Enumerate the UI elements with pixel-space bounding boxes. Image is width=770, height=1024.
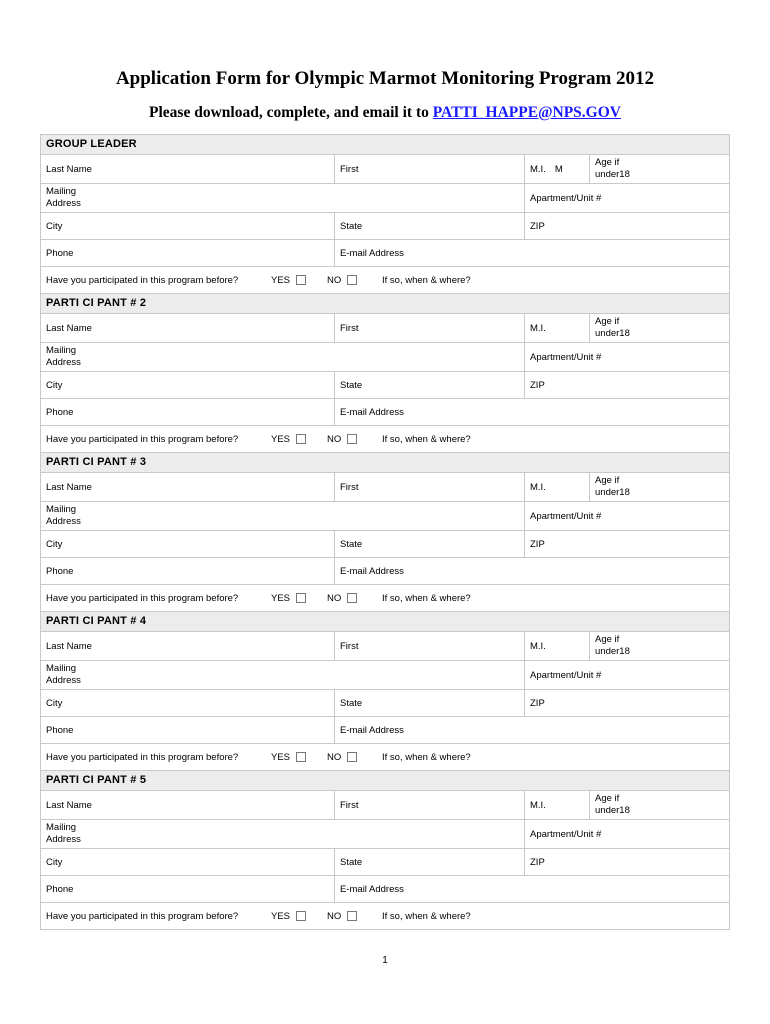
yes-option <box>266 903 321 929</box>
city-row <box>41 849 729 876</box>
no-checkbox[interactable] <box>347 911 357 921</box>
email-label: E-mail Address <box>340 247 404 259</box>
mailing-row <box>41 184 729 213</box>
middle-initial-field[interactable] <box>524 791 589 819</box>
mailing-row <box>41 502 729 531</box>
participated-row <box>41 903 729 929</box>
state-label: State <box>340 379 363 391</box>
yes-checkbox[interactable] <box>296 593 306 603</box>
state-field[interactable] <box>334 690 524 716</box>
section-heading: PARTI CI PANT # 4 <box>41 612 729 632</box>
participated-row <box>41 267 729 294</box>
no-option <box>322 426 377 452</box>
state-field[interactable] <box>334 372 524 398</box>
apartment-field[interactable] <box>524 661 729 689</box>
city-row <box>41 213 729 240</box>
city-label: City <box>46 697 63 709</box>
participated-question <box>41 267 266 293</box>
middle-initial-field[interactable] <box>524 155 589 183</box>
mailing-label-line2: Address <box>46 675 81 686</box>
age-label-line1: Age if <box>595 793 620 804</box>
phone-row <box>41 240 729 267</box>
last-name-field[interactable] <box>41 632 334 660</box>
page-number: 1 <box>382 955 388 966</box>
mailing-label-line1: Mailing <box>46 504 77 515</box>
mailing-label-line1: Mailing <box>46 345 77 356</box>
mailing-label-line2: Address <box>46 357 81 368</box>
when-where-label: If so, when & where? <box>382 751 471 763</box>
yes-label: YES <box>271 592 291 604</box>
participated-question <box>41 585 266 611</box>
participated-label: Have you participated in this program before? <box>46 910 239 922</box>
email-field[interactable] <box>334 240 729 266</box>
mi-label: M.I. <box>530 799 546 811</box>
email-field[interactable] <box>334 717 729 743</box>
subtitle-text: Please download, complete, and email it to <box>149 104 433 121</box>
city-row <box>41 690 729 717</box>
no-checkbox[interactable] <box>347 593 357 603</box>
state-label: State <box>340 538 363 550</box>
first-name-field[interactable] <box>334 632 524 660</box>
phone-label: Phone <box>46 724 74 736</box>
age-label-line2: under18 <box>595 328 630 339</box>
city-field[interactable] <box>41 372 334 398</box>
no-option <box>322 903 377 929</box>
apartment-field[interactable] <box>524 820 729 848</box>
mi-value: M <box>554 163 563 175</box>
name-row <box>41 155 729 184</box>
zip-field[interactable] <box>524 372 729 398</box>
city-field[interactable] <box>41 849 334 875</box>
first-name-label: First <box>340 640 359 652</box>
state-label: State <box>340 697 363 709</box>
no-checkbox[interactable] <box>347 434 357 444</box>
mi-label: M.I. <box>530 481 546 493</box>
yes-checkbox[interactable] <box>296 752 306 762</box>
mailing-label-line1: Mailing <box>46 663 77 674</box>
yes-label: YES <box>271 910 291 922</box>
middle-initial-field[interactable] <box>524 473 589 501</box>
section-heading: PARTI CI PANT # 3 <box>41 453 729 473</box>
no-checkbox[interactable] <box>347 275 357 285</box>
email-field[interactable] <box>334 558 729 584</box>
name-row <box>41 791 729 820</box>
yes-option <box>266 585 321 611</box>
zip-label: ZIP <box>530 220 545 232</box>
yes-label: YES <box>271 433 291 445</box>
email-label: E-mail Address <box>340 883 404 895</box>
first-name-field[interactable] <box>334 155 524 183</box>
email-field[interactable] <box>334 399 729 425</box>
phone-label: Phone <box>46 406 74 418</box>
zip-field[interactable] <box>524 690 729 716</box>
city-label: City <box>46 538 63 550</box>
last-name-label: Last Name <box>46 163 92 175</box>
mi-label: M.I. <box>530 640 546 652</box>
when-where-label: If so, when & where? <box>382 433 471 445</box>
mailing-row <box>41 661 729 690</box>
name-row <box>41 473 729 502</box>
form-title: Application Form for Olympic Marmot Monitoring Program 2012 <box>115 68 655 89</box>
mi-label: M.I. <box>530 163 546 175</box>
zip-label: ZIP <box>530 379 545 391</box>
mi-label: M.I. <box>530 322 546 334</box>
phone-field[interactable] <box>41 399 334 425</box>
mailing-address-field[interactable] <box>41 502 524 530</box>
zip-label: ZIP <box>530 697 545 709</box>
age-label-line1: Age if <box>595 316 620 327</box>
phone-label: Phone <box>46 883 74 895</box>
no-label: NO <box>327 751 342 763</box>
apartment-label: Apartment/Unit # <box>530 510 602 522</box>
mailing-label-line2: Address <box>46 834 81 845</box>
phone-field[interactable] <box>41 240 334 266</box>
age-field[interactable] <box>589 155 729 183</box>
last-name-label: Last Name <box>46 799 92 811</box>
age-field[interactable] <box>589 473 729 501</box>
participated-label: Have you participated in this program before? <box>46 592 239 604</box>
city-row <box>41 372 729 399</box>
age-label-line2: under18 <box>595 487 630 498</box>
last-name-field[interactable] <box>41 473 334 501</box>
phone-row <box>41 399 729 426</box>
when-where-field[interactable] <box>377 744 729 770</box>
mailing-label-line1: Mailing <box>46 186 77 197</box>
name-row <box>41 632 729 661</box>
city-label: City <box>46 379 63 391</box>
when-where-field[interactable] <box>377 426 729 452</box>
apartment-field[interactable] <box>524 343 729 371</box>
age-label-line1: Age if <box>595 634 620 645</box>
no-label: NO <box>327 433 342 445</box>
age-label-line2: under18 <box>595 805 630 816</box>
mailing-label-line2: Address <box>46 516 81 527</box>
when-where-field[interactable] <box>377 903 729 929</box>
email-label: E-mail Address <box>340 406 404 418</box>
no-checkbox[interactable] <box>347 752 357 762</box>
age-field[interactable] <box>589 632 729 660</box>
participated-row <box>41 426 729 453</box>
phone-row <box>41 876 729 903</box>
state-label: State <box>340 220 363 232</box>
mailing-address-field[interactable] <box>41 343 524 371</box>
phone-row <box>41 717 729 744</box>
state-field[interactable] <box>334 213 524 239</box>
participated-question <box>41 744 266 770</box>
first-name-label: First <box>340 799 359 811</box>
city-label: City <box>46 856 63 868</box>
yes-option <box>266 426 321 452</box>
middle-initial-field[interactable] <box>524 314 589 342</box>
age-label-line2: under18 <box>595 646 630 657</box>
last-name-field[interactable] <box>41 314 334 342</box>
phone-row <box>41 558 729 585</box>
phone-field[interactable] <box>41 717 334 743</box>
apartment-label: Apartment/Unit # <box>530 351 602 363</box>
first-name-field[interactable] <box>334 473 524 501</box>
no-option <box>322 267 377 293</box>
when-where-field[interactable] <box>377 267 729 293</box>
first-name-field[interactable] <box>334 791 524 819</box>
zip-field[interactable] <box>524 849 729 875</box>
mailing-address-field[interactable] <box>41 661 524 689</box>
no-label: NO <box>327 592 342 604</box>
state-field[interactable] <box>334 531 524 557</box>
name-row <box>41 314 729 343</box>
no-option <box>322 744 377 770</box>
yes-checkbox[interactable] <box>296 434 306 444</box>
city-row <box>41 531 729 558</box>
phone-label: Phone <box>46 247 74 259</box>
yes-option <box>266 744 321 770</box>
no-label: NO <box>327 910 342 922</box>
when-where-label: If so, when & where? <box>382 910 471 922</box>
when-where-label: If so, when & where? <box>382 592 471 604</box>
section-heading: GROUP LEADER <box>41 135 729 155</box>
mailing-address-field[interactable] <box>41 820 524 848</box>
when-where-field[interactable] <box>377 585 729 611</box>
first-name-label: First <box>340 163 359 175</box>
last-name-label: Last Name <box>46 322 92 334</box>
yes-checkbox[interactable] <box>296 275 306 285</box>
apartment-label: Apartment/Unit # <box>530 192 602 204</box>
first-name-label: First <box>340 481 359 493</box>
email-label: E-mail Address <box>340 724 404 736</box>
apartment-label: Apartment/Unit # <box>530 669 602 681</box>
zip-label: ZIP <box>530 856 545 868</box>
zip-field[interactable] <box>524 213 729 239</box>
participated-label: Have you participated in this program before? <box>46 274 239 286</box>
first-name-field[interactable] <box>334 314 524 342</box>
mailing-label-line1: Mailing <box>46 822 77 833</box>
contact-email-link[interactable]: PATTI_HAPPE@NPS.GOV <box>432 104 621 121</box>
state-field[interactable] <box>334 849 524 875</box>
phone-field[interactable] <box>41 876 334 902</box>
last-name-label: Last Name <box>46 640 92 652</box>
participated-question <box>41 426 266 452</box>
apartment-field[interactable] <box>524 184 729 212</box>
last-name-label: Last Name <box>46 481 92 493</box>
apartment-field[interactable] <box>524 502 729 530</box>
zip-field[interactable] <box>524 531 729 557</box>
mailing-row <box>41 820 729 849</box>
city-field[interactable] <box>41 690 334 716</box>
participated-row <box>41 744 729 771</box>
middle-initial-field[interactable] <box>524 632 589 660</box>
age-label-line2: under18 <box>595 169 630 180</box>
section-heading: PARTI CI PANT # 5 <box>41 771 729 791</box>
apartment-label: Apartment/Unit # <box>530 828 602 840</box>
city-field[interactable] <box>41 213 334 239</box>
participated-question <box>41 903 266 929</box>
email-field[interactable] <box>334 876 729 902</box>
email-label: E-mail Address <box>340 565 404 577</box>
phone-field[interactable] <box>41 558 334 584</box>
participated-label: Have you participated in this program before? <box>46 433 239 445</box>
mailing-label-line2: Address <box>46 198 81 209</box>
age-label-line1: Age if <box>595 475 620 486</box>
section-heading: PARTI CI PANT # 2 <box>41 294 729 314</box>
first-name-label: First <box>340 322 359 334</box>
participated-label: Have you participated in this program before? <box>46 751 239 763</box>
no-option <box>322 585 377 611</box>
form-subtitle <box>0 104 770 122</box>
zip-label: ZIP <box>530 538 545 550</box>
city-field[interactable] <box>41 531 334 557</box>
state-label: State <box>340 856 363 868</box>
last-name-field[interactable] <box>41 791 334 819</box>
yes-checkbox[interactable] <box>296 911 306 921</box>
application-form <box>40 134 730 930</box>
city-label: City <box>46 220 63 232</box>
last-name-field[interactable] <box>41 155 334 183</box>
mailing-row <box>41 343 729 372</box>
age-field[interactable] <box>589 791 729 819</box>
phone-label: Phone <box>46 565 74 577</box>
participated-row <box>41 585 729 612</box>
mailing-address-field[interactable] <box>41 184 524 212</box>
age-field[interactable] <box>589 314 729 342</box>
yes-label: YES <box>271 751 291 763</box>
yes-label: YES <box>271 274 291 286</box>
when-where-label: If so, when & where? <box>382 274 471 286</box>
yes-option <box>266 267 321 293</box>
no-label: NO <box>327 274 342 286</box>
age-label-line1: Age if <box>595 157 620 168</box>
